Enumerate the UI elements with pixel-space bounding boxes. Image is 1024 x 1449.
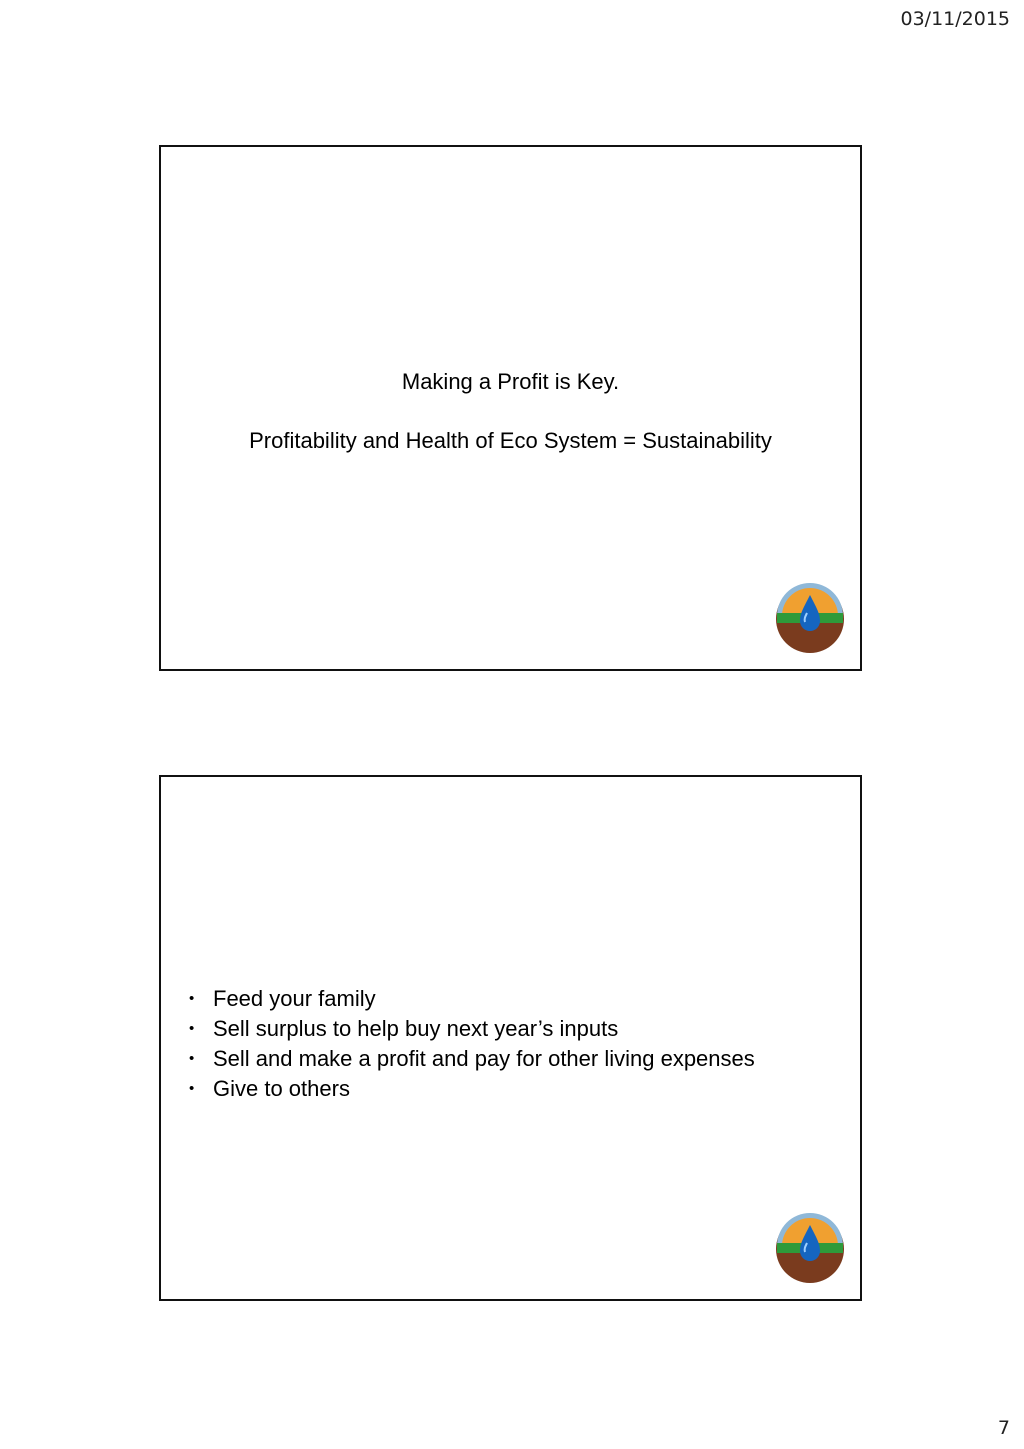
list-item: • Sell and make a profit and pay for other living expenses (189, 1046, 755, 1071)
bullet-list (185, 984, 755, 1104)
list-item: • Give to others (189, 1076, 350, 1101)
slide-1-subtitle: Profitability and Health of Eco System = Sustainability (249, 428, 772, 453)
page-date: 03/11/2015 (900, 8, 1010, 30)
water-drop-logo-icon (774, 583, 846, 655)
slide-1-title: Making a Profit is Key. (401, 369, 620, 394)
slide-1 (159, 145, 862, 671)
list-item: • Sell surplus to help buy next year’s inputs (189, 1016, 619, 1041)
page-number: 7 (997, 1417, 1010, 1439)
water-drop-logo-icon (774, 1213, 846, 1285)
slide-2 (159, 775, 862, 1301)
list-item: • Feed your family (189, 986, 376, 1011)
